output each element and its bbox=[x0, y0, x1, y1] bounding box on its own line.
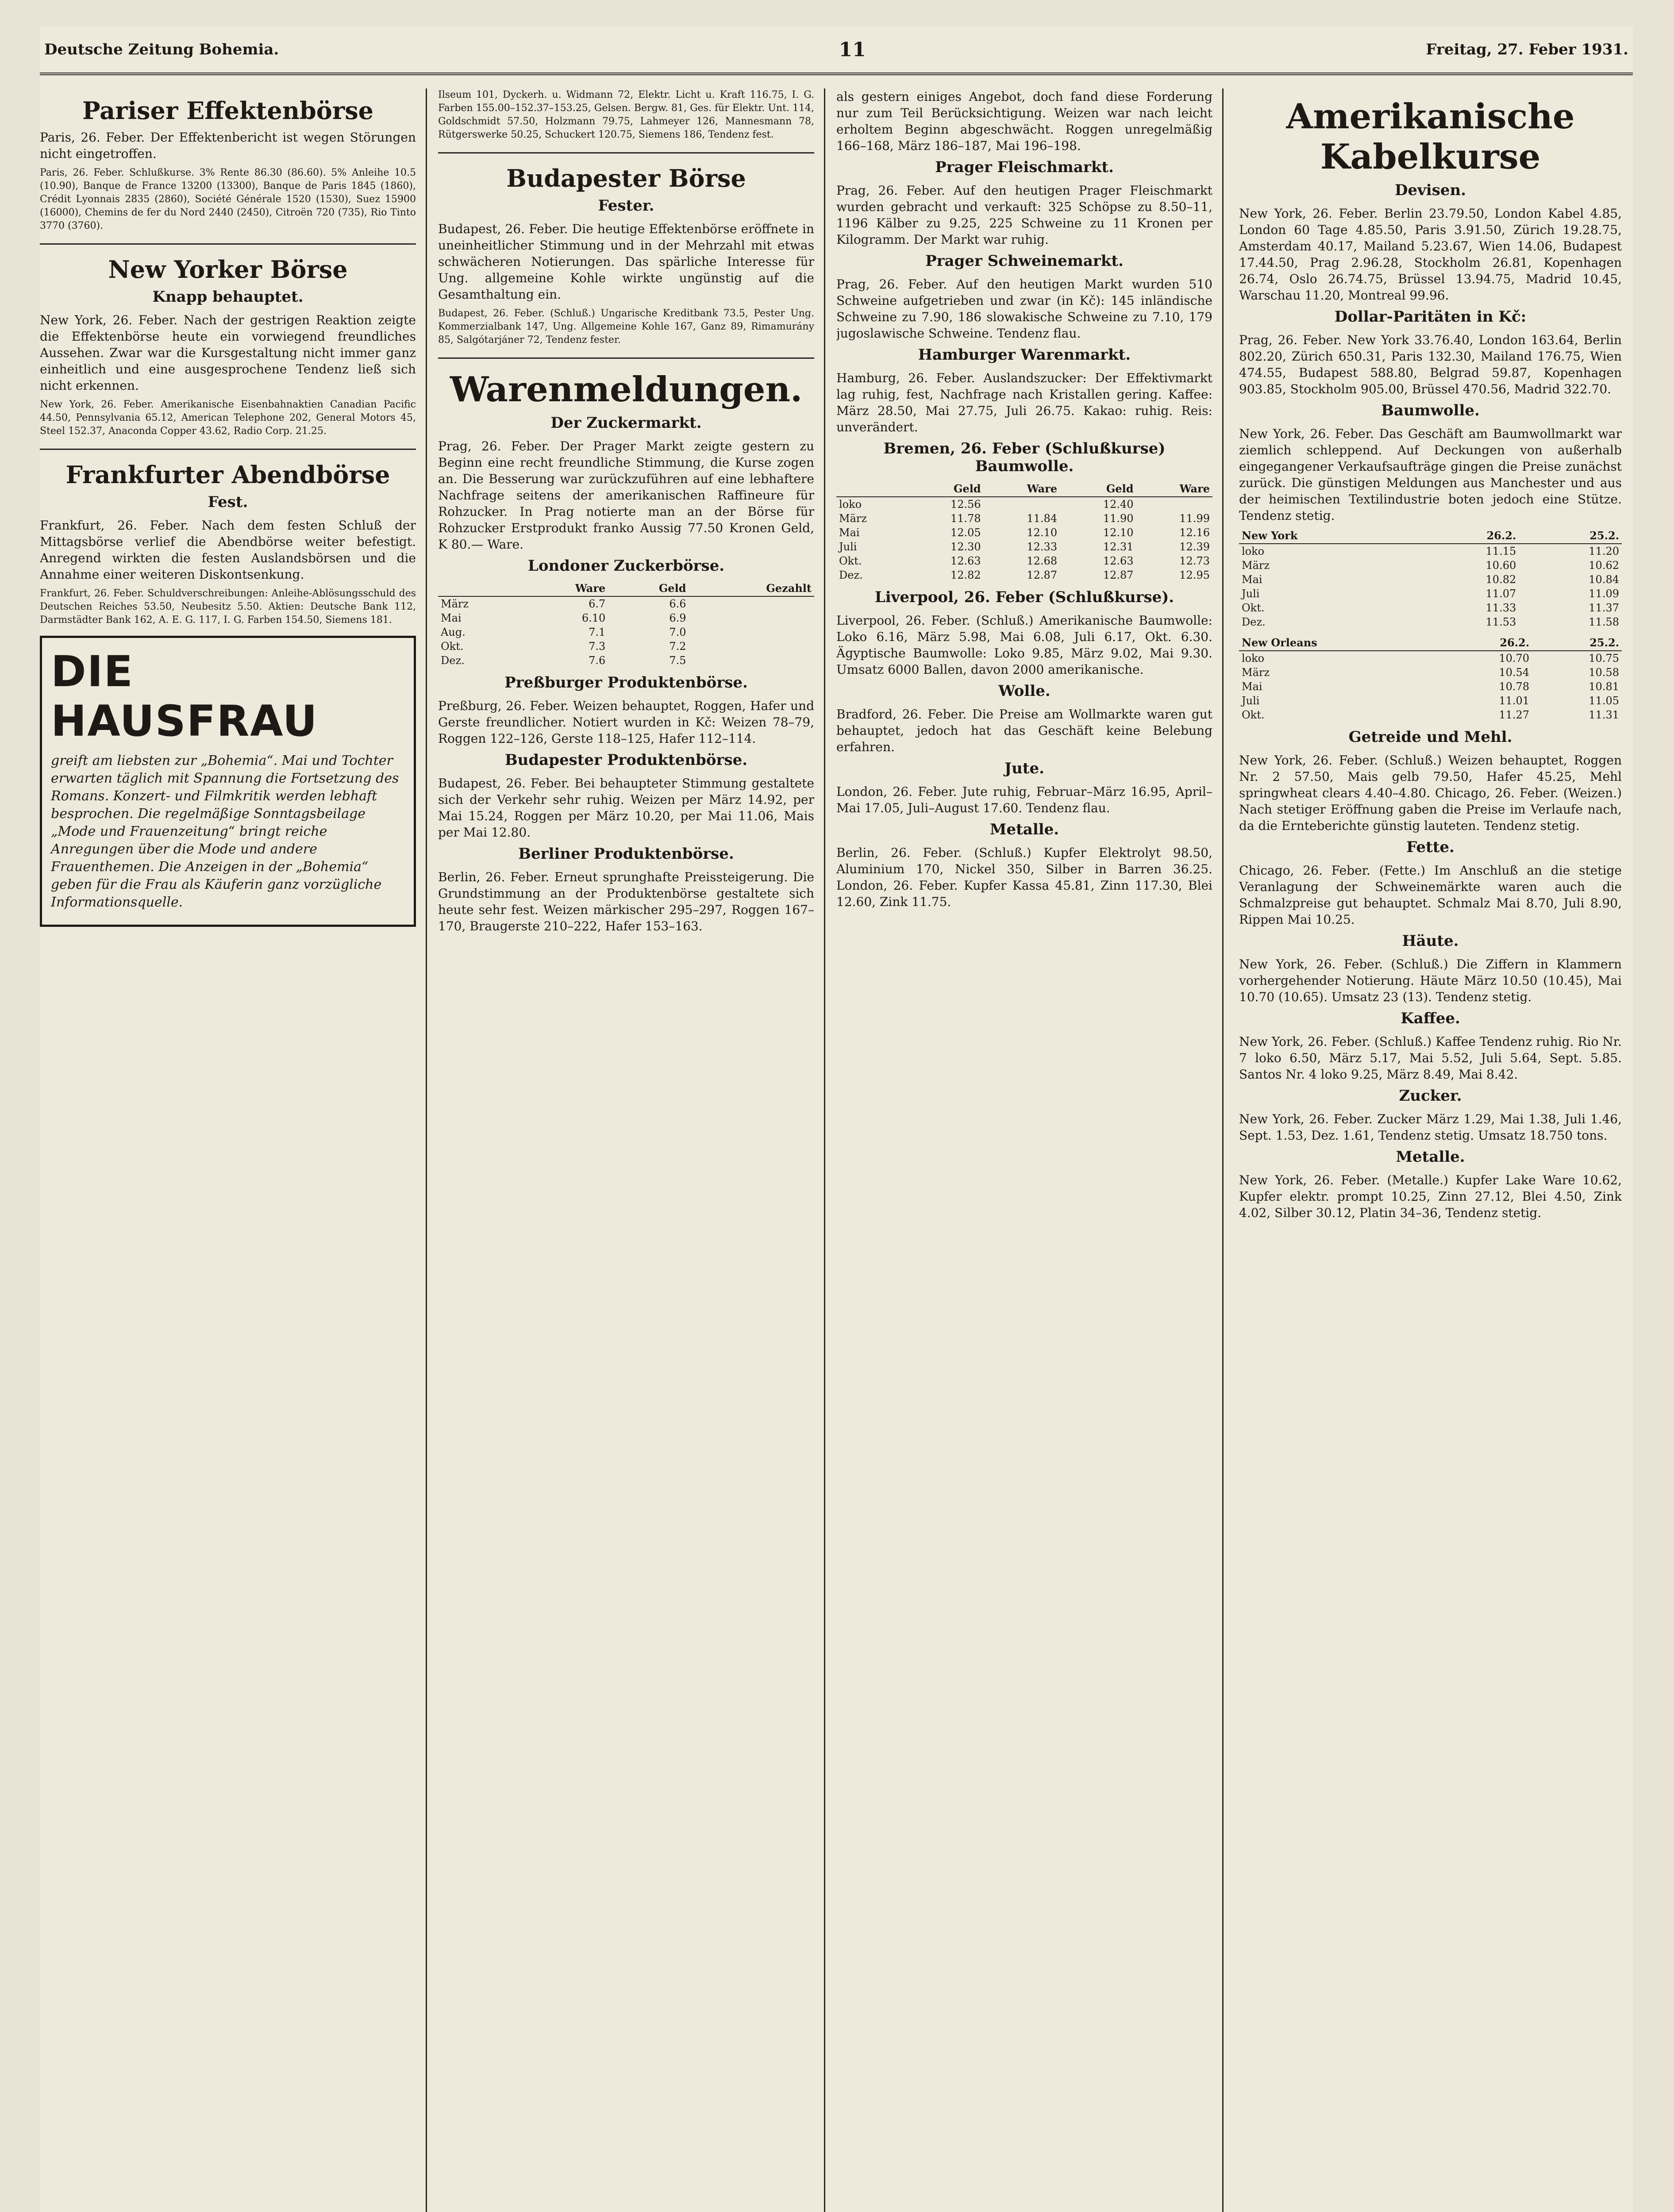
article-text: New York, 26. Feber. Amerikanische Eisenbahnaktien Canadian Pacific 44.50, Pennsylvania 65.12, American Telephone 202, General Motors 45, Steel 152.37, Anaconda Copper 43.62, Radio Corp. 21.25. bbox=[40, 399, 416, 437]
table-row: Okt. 11.33 11.37 bbox=[1242, 602, 1619, 614]
neworleans-cotton-table bbox=[1239, 635, 1622, 722]
column-3 bbox=[836, 88, 1224, 2212]
section-subtitle-kaffee: Kaffee. bbox=[1401, 1010, 1460, 1027]
table-title-bremen: Bremen, 26. Feber (Schlußkurse) Baumwolle. bbox=[883, 440, 1166, 475]
table-row: Dez. 7.6 7.5 bbox=[441, 654, 686, 667]
table-row: loko 11.15 11.20 bbox=[1242, 545, 1619, 557]
table-row: Dez. 12.82 12.87 12.87 12.95 bbox=[839, 569, 1210, 581]
table-header-row: New York 26.2. 25.2. bbox=[1239, 528, 1622, 544]
issue-date: Freitag, 27. Feber 1931. bbox=[1426, 41, 1628, 58]
section-title-newyork: New Yorker Börse bbox=[108, 255, 348, 284]
article-text: New York, 26. Feber. Zucker März 1.29, Mai 1.38, Juli 1.46, Sept. 1.53, Dez. 1.61, Tendenz stetig. Umsatz 18.750 tons. bbox=[1239, 1112, 1622, 1143]
table-row: Mai 10.82 10.84 bbox=[1242, 573, 1619, 586]
table-row: Dez. 11.53 11.58 bbox=[1242, 616, 1619, 628]
divider bbox=[438, 152, 814, 154]
article-text: Berlin, 26. Feber. Erneut sprunghafte Preissteigerung. Die Grundstimmung an der Produktenbörse gestaltete sich heute sehr fest. Weizen märkischer 295–297, Roggen 167–170, Braugerste 210–222, Hafer 153–163. bbox=[438, 870, 814, 933]
table-row: Okt. 12.63 12.68 12.63 12.73 bbox=[839, 555, 1210, 567]
table-row: Juli 12.30 12.33 12.31 12.39 bbox=[839, 541, 1210, 553]
ad-text: greift am liebsten zur „Bohemia“. Mai und Tochter erwarten täglich mit Spannung die Fortsetzung des Romans. Konzert- und Filmkritik werden lebhaft besprochen. Die regelmäßige Sonntagsbeilage „Mode und Frauenzeitung“ bringt reiche Anregungen über die Mode und andere Frauenthemen. Die Anzeigen in der „Bohemia“ geben für die Frau als Käuferin ganz vorzügliche Informationsquelle. bbox=[51, 753, 399, 910]
section-subtitle-haeute: Häute. bbox=[1402, 932, 1459, 950]
newyork-cotton-table bbox=[1239, 528, 1622, 629]
section-subtitle-wolle: Wolle. bbox=[998, 682, 1051, 700]
article-text: New York, 26. Feber. (Schluß.) Die Ziffern in Klammern vorhergehender Notierung. Häute März 10.50 (10.45), Mai 10.70 (10.65). Umsatz 23 (13). Tendenz stetig. bbox=[1239, 957, 1622, 1004]
advertisement-hausfrau bbox=[40, 636, 416, 927]
article-text: Budapest, 26. Feber. Die heutige Effektenbörse eröffnete in uneinheitlicher Stimmung und in der Mehrzahl mit etwas schwächeren Notierungen. Das spärliche Interesse für Ung. allgemeine Kohle wirkte ungünstig auf die Gesamthaltung ein. bbox=[438, 222, 814, 302]
section-title-frankfurt: Frankfurter Abendbörse bbox=[65, 461, 390, 489]
section-title-paris: Pariser Effektenbörse bbox=[82, 96, 373, 125]
table-row: März 11.78 11.84 11.90 11.99 bbox=[839, 512, 1210, 525]
london-sugar-table bbox=[438, 581, 814, 668]
divider bbox=[40, 449, 416, 450]
article-text: Prag, 26. Feber. Auf den heutigen Prager Fleischmarkt wurden gebracht und verkauft: 325 Schöpse zu 8.50–11, 1196 Kälber zu 9.25, 225 Schweine zu 11 Kronen per Kilogramm. Der Markt war ruhig. bbox=[836, 183, 1212, 247]
table-row: Okt. 7.3 7.2 bbox=[441, 640, 686, 653]
section-subtitle-hamburg: Hamburger Warenmarkt. bbox=[918, 346, 1131, 364]
newspaper-name: Deutsche Zeitung Bohemia. bbox=[44, 41, 279, 58]
article-text: als gestern einiges Angebot, doch fand diese Forderung nur zum Teil Berücksichtigung. Weizen war nach leicht erholtem Beginn abgeschwächt. Roggen unregelmäßig 166–168, März 186–187, Mai 196–198. bbox=[836, 89, 1212, 153]
table-title-london: Londoner Zuckerbörse. bbox=[527, 557, 725, 575]
table-row: Okt. 11.27 11.31 bbox=[1242, 709, 1619, 721]
table-row: Juli 11.01 11.05 bbox=[1242, 695, 1619, 707]
article-text: New York, 26. Feber. (Metalle.) Kupfer Lake Ware 10.62, Kupfer elektr. prompt 10.25, Zinn 27.12, Blei 4.50, Zink 4.02, Silber 30.12, Platin 34–36, Tendenz stetig. bbox=[1239, 1173, 1622, 1220]
article-text: Frankfurt, 26. Feber. Schuldverschreibungen: Anleihe-Ablösungsschuld des Deutschen Reiches 53.50, Neubesitz 5.50. Aktien: Deutsche Bank 112, Darmstädter Bank 162, A. E. G. 117, I. G. Farben 154.50, Siemens 181. bbox=[40, 588, 416, 626]
table-row: loko 12.56 12.40 bbox=[839, 498, 1134, 511]
section-subtitle-berlin-prod: Berliner Produktenbörse. bbox=[518, 845, 734, 863]
section-subtitle-prag-fleisch: Prager Fleischmarkt. bbox=[935, 158, 1114, 176]
divider bbox=[438, 357, 814, 359]
ad-title: DIE HAUSFRAU bbox=[51, 647, 318, 746]
article-text: New York, 26. Feber. (Schluß.) Kaffee Tendenz ruhig. Rio Nr. 7 loko 6.50, März 5.17, Mai 5.52, Juli 5.64, Sept. 5.85. Santos Nr. 4 loko 9.25, März 8.49, Mai 8.42. bbox=[1239, 1034, 1622, 1082]
page-number: 11 bbox=[839, 38, 866, 61]
table-row: März 10.60 10.62 bbox=[1242, 559, 1619, 572]
article-text: New York, 26. Feber. (Schluß.) Weizen behauptet, Roggen Nr. 2 57.50, Mais gelb 79.50, Hafer 45.25, Mehl springwheat clears 4.40–4.80. Chicago, 26. Feber. (Weizen.) Nach stetiger Eröffnung gaben die Preise im Verlaufe nach, da die Ernteberichte günstig lauteten. Tendenz stetig. bbox=[1239, 753, 1622, 833]
article-text: Liverpool, 26. Feber. (Schluß.) Amerikanische Baumwolle: Loko 6.16, März 5.98, Mai 6.08, Juli 6.17, Okt. 6.30. Ägyptische Baumwolle: Loko 9.85, März 9.02, Mai 9.30. Umsatz 6000 Ballen, davon 2000 amerikanische. bbox=[836, 613, 1212, 677]
section-subtitle-getreide: Getreide und Mehl. bbox=[1348, 728, 1512, 746]
section-subtitle-budapest-prod: Budapester Produktenbörse. bbox=[504, 751, 748, 769]
section-subtitle-prag-schwein: Prager Schweinemarkt. bbox=[925, 252, 1124, 270]
article-text: Bradford, 26. Feber. Die Preise am Wollmarkte waren gut behauptet, jedoch hat das Geschäft keine Belebung erfahren. bbox=[836, 707, 1212, 754]
section-subtitle-pressburg: Preßburger Produktenbörse. bbox=[504, 674, 748, 691]
section-subtitle-jute: Jute. bbox=[1004, 760, 1044, 777]
table-row: März 6.7 6.6 bbox=[441, 598, 686, 610]
article-text: Budapest, 26. Feber. Bei behaupteter Stimmung gestaltete sich der Verkehr sehr ruhig. Weizen per März 14.92, per Mai 15.24, Roggen per März 10.20, per Mai 11.06, Mais per Mai 12.80. bbox=[438, 776, 814, 840]
table-header-row: Geld Ware Geld Ware bbox=[836, 481, 1212, 497]
article-text: Preßburg, 26. Feber. Weizen behauptet, Roggen, Hafer und Gerste freundlicher. Notiert wurden in Kč: Weizen 78–79, Roggen 122–126, Gerste 118–125, Hafer 112–114. bbox=[438, 699, 814, 746]
table-row: loko 10.70 10.75 bbox=[1242, 652, 1619, 664]
article-text: Prag, 26. Feber. Auf den heutigen Markt wurden 510 Schweine aufgetrieben und zwar (in Kč): 145 inländische Schweine zu 7.90, 186 slowakische Schweine zu 7.10, 179 jugoslawische Schweine. Tendenz flau. bbox=[836, 277, 1212, 341]
section-title-warenmeldungen: Warenmeldungen. bbox=[450, 369, 803, 410]
masthead bbox=[40, 27, 1633, 75]
article-text: Berlin, 26. Feber. (Schluß.) Kupfer Elektrolyt 98.50, Aluminium 170, Nickel 350, Silber in Barren 36.25. London, 26. Feber. Kupfer Kassa 45.81, Zinn 117.30, Blei 12.60, Zink 11.75. bbox=[836, 845, 1212, 909]
article-text: New York, 26. Feber. Berlin 23.79.50, London Kabel 4.85, London 60 Tage 4.85.50, Paris 3.91.50, Zürich 19.28.75, Amsterdam 40.17, Mailand 5.23.67, Wien 14.06, Budapest 17.44.50, Prag 2.96.28, Stockholm 26.81, Kopenhagen 26.74, Oslo 26.74.75, Brüssel 13.94.75, Madrid 10.45, Warschau 11.20, Montreal 99.96. bbox=[1239, 206, 1622, 303]
article-text: Hamburg, 26. Feber. Auslandszucker: Der Effektivmarkt lag ruhig, fest, Nachfrage nach Kristallen gering. Kaffee: März 28.50, Mai 27.75, Juli 26.75. Kakao: ruhig. Reis: unverändert. bbox=[836, 371, 1212, 434]
section-subtitle-metalle: Metalle. bbox=[1396, 1148, 1465, 1166]
article-text: Prag, 26. Feber. Der Prager Markt zeigte gestern zu Beginn eine recht freundliche Stimmung, die Kurse zogen an. Die Besserung war zurückzuführen auf eine lebhaftere Nachfrage seitens der amerikanischen Raffineure für Rohzucker. In Prag notierte man an der Börse für Rohzucker Erstprodukt franko Aussig 77.50 Kronen Geld, K 80.— Ware. bbox=[438, 439, 814, 552]
divider bbox=[40, 243, 416, 245]
table-header-row: New Orleans 26.2. 25.2. bbox=[1239, 635, 1622, 651]
section-subtitle-dollar: Dollar-Paritäten in Kč: bbox=[1334, 308, 1527, 326]
article-text: Paris, 26. Feber. Schlußkurse. 3% Rente 86.30 (86.60). 5% Anleihe 10.5 (10.90), Banque de France 13200 (13300), Banque de Paris 1845 (1860), Crédit Lyonnais 2835 (2860), Société Générale 1520 (1530), Suez 15900 (16000), Chemins de fer du Nord 2440 (2450), Citroën 720 (735), Rio Tinto 3770 (3760). bbox=[40, 167, 416, 231]
article-text: New York, 26. Feber. Das Geschäft am Baumwollmarkt war ziemlich schleppend. Auf Deckungen von außerhalb eingegangener Verkaufsaufträge gingen die Preise zunächst zurück. Die günstigen Meldungen aus Manchester und aus der heimischen Textilindustrie boten jedoch eine Stütze. Tendenz stetig. bbox=[1239, 426, 1622, 523]
table-header-row: Ware Geld Gezahlt bbox=[438, 581, 814, 596]
article-text: London, 26. Feber. Jute ruhig, Februar–März 16.95, April–Mai 17.05, Juli–August 17.60. Tendenz flau. bbox=[836, 784, 1212, 815]
table-row: März 10.54 10.58 bbox=[1242, 666, 1619, 679]
column-4 bbox=[1235, 88, 1622, 2212]
table-row: Mai 6.10 6.9 bbox=[441, 612, 686, 624]
section-subtitle: Fest. bbox=[208, 493, 248, 511]
article-text: Budapest, 26. Feber. (Schluß.) Ungarische Kreditbank 73.5, Pester Ung. Kommerzialbank 147, Ung. Allgemeine Kohle 167, Ganz 89, Rimamurány 85, Salgótarjáner 72, Tendenz fester. bbox=[438, 308, 814, 346]
newspaper-page bbox=[40, 27, 1633, 2212]
table-row: Mai 12.05 12.10 12.10 12.16 bbox=[839, 526, 1210, 539]
section-subtitle: Fester. bbox=[598, 197, 654, 215]
column-1 bbox=[40, 88, 427, 2212]
table-row: Mai 10.78 10.81 bbox=[1242, 680, 1619, 693]
article-text: Frankfurt, 26. Feber. Nach dem festen Schluß der Mittagsbörse verlief die Abendbörse weiter befestigt. Anregend wirkten die festen Auslandsbörsen und die Annahme einer weiteren Diskontsenkung. bbox=[40, 518, 416, 582]
article-text: Paris, 26. Feber. Der Effektenbericht ist wegen Störungen nicht eingetroffen. bbox=[40, 130, 416, 161]
section-subtitle-baumwolle: Baumwolle. bbox=[1381, 402, 1480, 419]
section-subtitle-zucker: Der Zuckermarkt. bbox=[550, 414, 702, 432]
section-subtitle-metalle: Metalle. bbox=[989, 821, 1059, 838]
article-text: Ilseum 101, Dyckerh. u. Widmann 72, Elektr. Licht u. Kraft 116.75, I. G. Farben 155.00–152.37–153.25, Gelsen. Bergw. 81, Ges. für Elektr. Unt. 114, Goldschmidt 57.50, Holzmann 79.75, Lahmeyer 126, Mannesmann 78, Rütgerswerke 50.25, Schuckert 120.75, Siemens 186, Tendenz fest. bbox=[438, 89, 814, 140]
table-row: Juli 11.07 11.09 bbox=[1242, 588, 1619, 600]
section-subtitle-liverpool: Liverpool, 26. Feber (Schlußkurse). bbox=[874, 588, 1174, 606]
section-subtitle: Knapp behauptet. bbox=[152, 288, 304, 306]
section-subtitle-devisen: Devisen. bbox=[1394, 181, 1466, 199]
column-2 bbox=[438, 88, 825, 2212]
bremen-cotton-table bbox=[836, 481, 1212, 582]
article-text: Prag, 26. Feber. New York 33.76.40, London 163.64, Berlin 802.20, Zürich 650.31, Paris 132.30, Mailand 176.75, Wien 474.55, Budapest 588.80, Belgrad 59.87, Kopenhagen 903.85, Stockholm 905.00, Brüssel 470.56, Madrid 322.70. bbox=[1239, 333, 1622, 396]
section-title-kabelkurse: Amerikanische Kabelkurse bbox=[1286, 96, 1575, 177]
article-text: Chicago, 26. Feber. (Fette.) Im Anschluß an die stetige Veranlagung der Schweinemärkte waren auch die Schmalzpreise gut behauptet. Schmalz Mai 8.70, Juli 8.90, Rippen Mai 10.25. bbox=[1239, 863, 1622, 927]
section-subtitle-zucker: Zucker. bbox=[1399, 1087, 1462, 1105]
section-subtitle-fette: Fette. bbox=[1406, 838, 1455, 856]
table-row: Aug. 7.1 7.0 bbox=[441, 626, 686, 638]
section-title-budapest: Budapester Börse bbox=[506, 164, 746, 192]
article-text: New York, 26. Feber. Nach der gestrigen Reaktion zeigte die Effektenbörse heute ein vorwiegend freundliches Aussehen. Zwar war die Kursgestaltung nicht immer ganz einheitlich und eine ausgesprochene Tendenz ließ sich nicht erkennen. bbox=[40, 313, 416, 393]
